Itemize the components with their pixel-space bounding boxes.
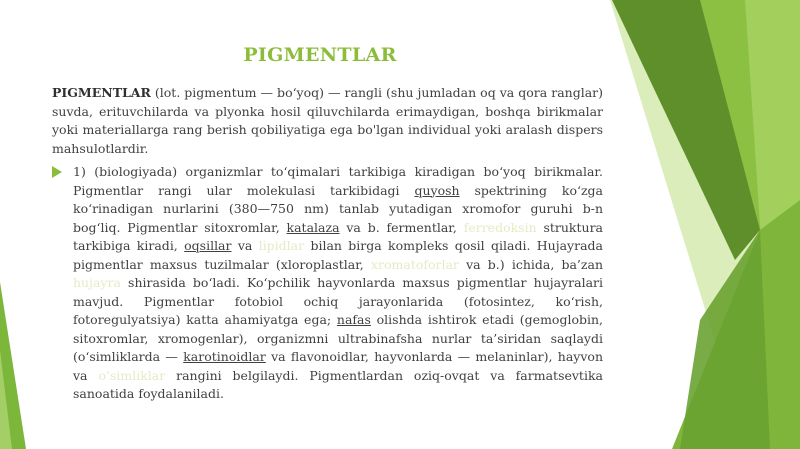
term-pigmentlar: PIGMENTLAR	[52, 85, 151, 100]
bullet-text-8: shirasida bo‘ladi. Ko‘pchilik hayvonlarda maxsus pigmentlar hujayralari mavjud. Pigmentlar fotobiol ochiq jarayonlarida (fotosintez, ko‘rish, fotoregulyatsiya) katta ahamiyatga ega;	[73, 275, 603, 327]
link-katalaza[interactable]: katalaza	[286, 219, 340, 235]
bullet-text-3: va b. fermentlar,	[339, 219, 464, 235]
bullet-text-4: struktura tarkibiga kiradi,	[73, 219, 604, 253]
bullet-text-7: va b.) ichida, ba’zan	[458, 256, 603, 272]
link-oqsillar[interactable]: oqsillar	[184, 238, 232, 253]
slide-title: PIGMENTLAR	[243, 44, 397, 66]
faded-link-lipidlar[interactable]: lipidlar	[258, 238, 305, 253]
bullet-text-9: olishda ishtirok etadi (gemoglobin, sitoxromlar, xromogenlar), organizmni ultrabinafsha nurlar ta’siridan saqlaydi (o‘simliklarda —	[73, 312, 603, 364]
bullet-text-2: spektrining ko‘zga ko‘rinadigan nurlarini (380—750 nm) tanlab yutadigan xromofor guruhi b-n bog‘liq. Pigmentlar sitoxromlar,	[73, 182, 604, 235]
link-karotinoidlar[interactable]: karotinoidlar	[183, 349, 266, 364]
bullet-text-10: va flavonoidlar, hayvonlarda — melaninlar), hayvon va	[73, 349, 603, 383]
bullet-text-5: va	[231, 238, 259, 253]
link-nafas[interactable]: nafas	[336, 312, 371, 327]
bullet-text-6: bilan birga kompleks qosil qiladi. Hujayrada pigmentlar maxsus tuzilmalar (xloroplastlar,	[73, 238, 603, 272]
faded-link-osimliklar[interactable]: o‘simliklar	[98, 367, 166, 383]
intro-paragraph	[52, 84, 603, 158]
faded-link-ferredoksin[interactable]: ferredoksin	[463, 219, 537, 235]
intro-text: (lot. pigmentum — bo‘yoq) — rangli (shu jumladan oq va qora ranglar) suvda, erituvchilarda va plyonka hosil qiluvchilarda erimaydigan, boshqa birikmalar yoki materiallarga rang berish qobiliyatiga ega bo'lgan individual yoki aralash dispers mahsulotlardir.	[52, 85, 603, 156]
arrow-bullet-icon	[52, 166, 62, 178]
faded-link-xromatoforlar[interactable]: xromatoforlar	[370, 256, 459, 272]
faded-link-hujayra[interactable]: hujayra	[73, 275, 121, 290]
link-quyosh[interactable]: quyosh	[414, 182, 460, 198]
bullet-paragraph	[73, 163, 603, 404]
bullet-text-1: 1) (biologiyada) organizmlar to‘qimalari tarkibiga kiradigan bo‘yoq birikmalar. Pigmentlar rangi ular molekulasi tarkibidagi	[73, 164, 603, 198]
bullet-text-11: rangini belgilaydi. Pigmentlardan oziq-ovqat va farmatsevtika sanoatida foydalaniladi.	[73, 367, 603, 401]
